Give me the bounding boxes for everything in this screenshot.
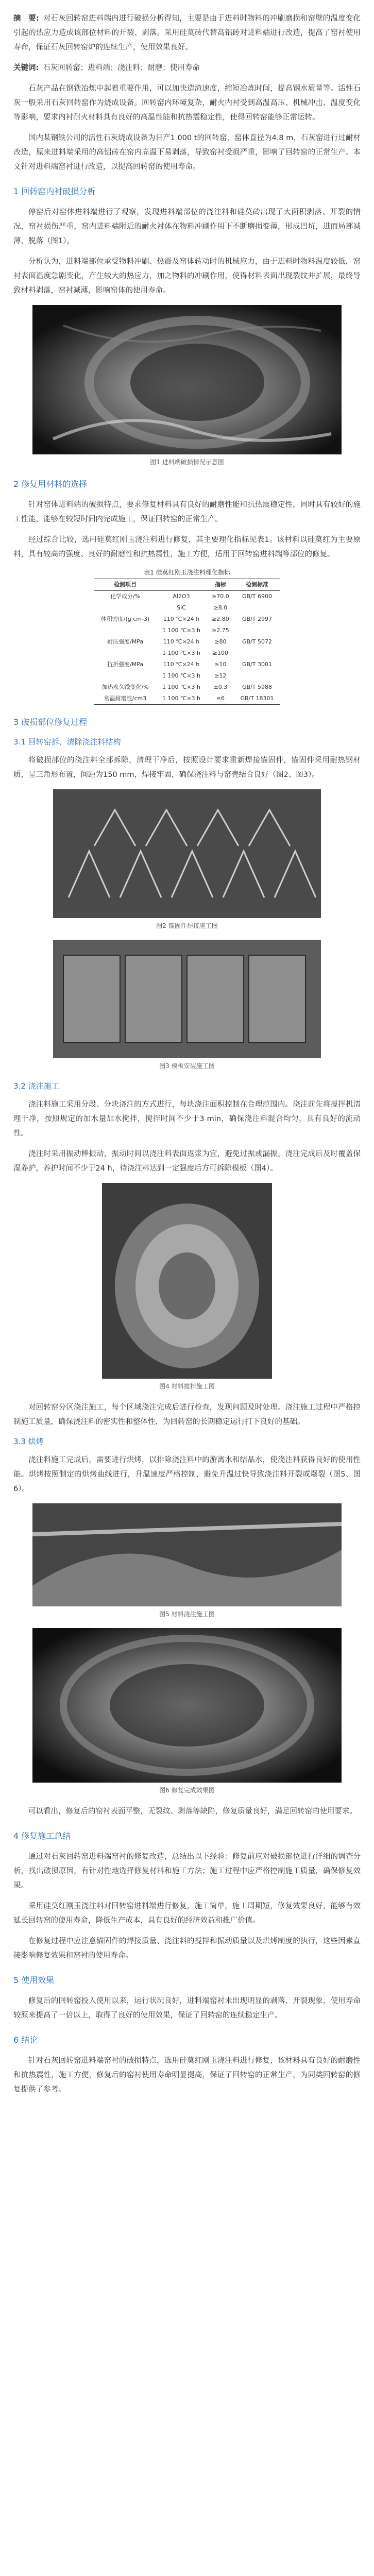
- figure-4-image: [102, 1183, 272, 1379]
- table-cell: [234, 670, 280, 682]
- table-cell: 1 100 ℃×3 h: [162, 627, 201, 634]
- table-header-cell: 指标: [207, 579, 234, 591]
- table-row: [94, 670, 280, 682]
- table-cell: [94, 602, 156, 614]
- subsection-heading-3-3: 3.3 烘烤: [13, 1437, 44, 1446]
- table-cell: [234, 625, 280, 636]
- table-cell: 常温耐磨性/cm3: [94, 693, 156, 705]
- table-cell: 耐压强度/MPa: [107, 638, 144, 645]
- figure-6-caption: 图6 修复完成效果图: [159, 1787, 215, 1794]
- table-cell: GB/T 2997: [242, 616, 272, 622]
- s6-paragraph-1: 针对石灰回转窑进料端窑衬的破损特点，选用硅莫红刚玉浇注料进行修复，该材料具有良好的耐磨性和抗热震性，施工方便，修复后的窑衬使用寿命明显提高，保证了回转窑的正常生产，为同类回转窑的修复提供了参考。: [13, 2057, 361, 2094]
- table-header-cell: [156, 579, 207, 591]
- table-cell: [94, 670, 156, 682]
- table-cell: SiC: [177, 604, 186, 611]
- table-cell: ≤6: [207, 693, 234, 705]
- s2-paragraph-1: 针对窑体进料端的破损特点，要求修复材料具有良好的耐磨性能和抗热震稳定性，同时具有较好的施工性能，能够在较短时间内完成施工，保证回转窑的正常生产。: [13, 501, 361, 523]
- table-header-cell: 检测标准: [234, 579, 280, 591]
- table-row: [94, 602, 280, 614]
- table-cell: ≥12: [214, 672, 227, 679]
- table-cell: ≥8.0: [213, 604, 228, 611]
- table-cell: 抗折强度/MPa: [107, 661, 144, 668]
- keywords-label: 关键词:: [13, 64, 39, 72]
- repair-result-illustration: [32, 1628, 342, 1783]
- table-cell: 110 ℃×24 h: [163, 616, 200, 622]
- table-row: [94, 625, 280, 636]
- table-cell: [234, 602, 280, 614]
- figure-6-image: [32, 1628, 342, 1783]
- figure-1-image: [32, 305, 342, 454]
- mixing-illustration: [102, 1183, 272, 1379]
- s33-paragraph-2: 可以看出，修复后的窑衬表面平整，无裂纹、剥落等缺陷，修复质量良好，满足回转窑的使用要求。: [28, 1807, 357, 1816]
- table-cell: ≥2.75: [212, 627, 229, 634]
- figure-5-image: [32, 1503, 342, 1606]
- table-cell: ≥70.0: [212, 593, 229, 600]
- s32-paragraph-2: 浇注时采用振动棒振动，振动时间以浇注料表面返浆为宜，避免过振或漏振。浇注完成后及时覆盖保湿养护，养护时间不少于24 h，待浇注料达到一定强度后方可拆除模板（图4）。: [13, 1150, 361, 1173]
- figure-5-caption: 图5 材料浇注施工图: [159, 1611, 215, 1618]
- figure-3-caption: 图3 模板安装施工图: [159, 1062, 215, 1070]
- table-cell: ≥80: [214, 638, 227, 645]
- s5-paragraph-1: 修复后的回转窑投入使用以来，运行状况良好，进料端窑衬未出现明显的剥落、开裂现象，使用寿命较原来提高了一倍以上，取得了良好的使用效果，保证了回转窑的连续稳定生产。: [13, 1997, 361, 2020]
- table-cell: 体积密度/(g·cm-3): [100, 616, 150, 622]
- table-row: [94, 636, 280, 648]
- table-cell: 1 100 ℃×3 h: [162, 650, 201, 656]
- section-heading-3: 3 破损部位修复过程: [13, 717, 88, 727]
- table-cell: GB/T 3001: [242, 661, 272, 668]
- section-heading-5: 5 使用效果: [13, 1975, 55, 1985]
- table-cell: ≥2.80: [212, 616, 229, 622]
- abstract-text: 对石灰回转窑进料端内进行破损分析得知，主要是由于进料时物料的冲刷磨损和窑壁的温度变化引起的热应力造成该部位材料的开裂、剥落。采用硅莫砖代替高铝砖对进料端进行改造，提高了窑衬使用寿命，保证石灰回转窑炉的连续生产，使用效果良好。: [13, 14, 361, 52]
- abstract: [13, 11, 361, 55]
- formwork-illustration: [53, 940, 321, 1058]
- table-cell: ≥100: [212, 650, 229, 656]
- figure-1-caption: 图1 进料端破损情况示意图: [150, 459, 224, 466]
- keywords: [13, 61, 361, 75]
- table-cell: 1 100 ℃×3 h: [156, 693, 207, 705]
- s4-paragraph-2: 采用硅莫红刚玉浇注料对回转窑进料端进行修复，施工简单，施工周期短，修复效果良好，能够有效延长回转窑的使用寿命，降低生产成本，具有良好的经济效益和推广价值。: [13, 1902, 361, 1925]
- table-cell: 加热永久线变化/%: [101, 684, 149, 690]
- table-cell: 110 ℃×24 h: [163, 638, 200, 645]
- table-row: [94, 591, 280, 603]
- section-heading-2: 2 修复用材料的选择: [13, 479, 88, 489]
- table-cell: 1 100 ℃×3 h: [162, 672, 201, 679]
- keywords-text: 石灰回转窑；进料端；浇注料；耐磨；使用寿命: [43, 64, 200, 72]
- table-row: [94, 659, 280, 670]
- table-row: [94, 648, 280, 659]
- table-cell: Al2O3: [173, 593, 190, 600]
- table-cell: [234, 648, 280, 659]
- table-1: [94, 579, 280, 705]
- subsection-heading-3-1: 3.1 回转窑拆、清除浇注料结构: [13, 737, 121, 747]
- figure-2-caption: 图2 锚固件焊接施工图: [156, 922, 218, 929]
- s4-paragraph-3: 在修复过程中应注意锚固件的焊接质量、浇注料的搅拌和振动质量以及烘烤制度的执行，这些因素直接影响修复效果和窑衬的使用寿命。: [13, 1937, 361, 1960]
- figure-2-image: [53, 789, 321, 918]
- s2-paragraph-2: 经过综合比较，选用硅莫红刚玉浇注料进行修复，其主要理化指标见表1。该材料以硅莫红为主要原料，具有较高的强度、良好的耐磨性和抗热震性，施工方便，适用于回转窑进料端等部位的修复。: [13, 536, 361, 558]
- s33-paragraph-1: 浇注料施工完成后，需要进行烘烤，以排除浇注料中的游离水和结晶水，使浇注料获得良好的使用性能。烘烤按照制定的烘烤曲线进行，升温速度严格控制，避免升温过快导致浇注料开裂或爆裂（图5、图6）。: [13, 1456, 361, 1493]
- table-cell: [94, 648, 156, 659]
- table-cell: GB/T 5988: [242, 684, 272, 690]
- s1-paragraph-2: 分析认为，进料端部位承受物料冲刷、热震及窑体转动时的机械应力，由于进料时物料温度较低，窑衬表面温度急剧变化，产生较大的热应力，加之物料的冲刷作用，使得材料表面出现裂纹并扩展，最终导致材料剥落，窑衬减薄，影响窑体的使用寿命。: [13, 258, 361, 295]
- table-header-cell: 检测项目: [94, 579, 156, 591]
- anchor-welding-illustration: [53, 789, 321, 918]
- subsection-heading-3-2: 3.2 浇注施工: [13, 1081, 59, 1091]
- intro-paragraph-2: 国内某钢铁公司的活性石灰烧成设备为日产1 000 t的回转窑，窑体直径为4.8 m，石灰窑进行过耐材改造，原来进料端采用的高铝砖在窑内高温下易剥落，导致窑衬受损严重，影响了回转窑的正常生产。本文针对进料端窑衬进行改造，以提高回转窑的使用寿命。: [13, 134, 361, 171]
- table-row: [94, 693, 280, 705]
- table-header-row: [94, 579, 280, 591]
- table-1-title: 表1 硅莫红刚玉浇注料理化指标: [144, 569, 230, 576]
- table-cell: [94, 625, 156, 636]
- casting-illustration: [32, 1503, 342, 1606]
- section-heading-4: 4 修复施工总结: [13, 1831, 71, 1841]
- table-row: [94, 682, 280, 693]
- table-cell: GB/T 18301: [234, 693, 280, 705]
- s4-paragraph-1: 通过对石灰回转窑进料端窑衬的修复改造，总结出以下经验：修复前应对破损部位进行详细的调查分析，找出破损原因，有针对性地选择修复材料和施工方法；施工过程中应严格控制施工质量，确保修复效果。: [13, 1853, 361, 1890]
- table-cell: 110 ℃×24 h: [163, 661, 200, 668]
- table-cell: ±0.3: [213, 684, 228, 690]
- section-heading-6: 6 结论: [13, 2035, 38, 2045]
- table-1-body: [94, 591, 280, 705]
- table-cell: GB/T 5072: [242, 638, 272, 645]
- kiln-interior-illustration: [32, 305, 342, 454]
- s32-paragraph-1: 浇注料施工采用分段、分块浇注的方式进行，每块浇注面积控制在合理范围内。浇注前先将搅拌机清理干净，按照规定的加水量加水搅拌，搅拌时间不少于3 min，确保浇注料混合均匀，具有良好的流动性。: [13, 1100, 361, 1138]
- figure-4-caption: 图4 材料搅拌施工图: [159, 1383, 215, 1390]
- s1-paragraph-1: 停窑后对窑体进料端进行了观察，发现进料端部位的浇注料和硅莫砖出现了大面积剥落、开裂的情况，窑衬损伤严重，窑内进料端附近的耐火衬体在物料冲刷作用下不断磨损变薄，形成凹坑，进而局部减薄、脱落（图1）。: [13, 208, 361, 245]
- abstract-label: 摘 要:: [13, 14, 39, 23]
- intro-paragraph-1: 石灰产品在钢铁冶炼中起着重要作用，可以加快造渣速度，缩短冶炼时间，提高钢水质量等。活性石灰一般采用石灰回转窑作为烧成设备。回转窑内环境复杂，耐火内衬受到高温高压、机械冲击、温度变化等影响，要求内衬耐火材料具有良好的高温性能和抗热震稳定性，使得回转窑能够正常运转。: [13, 84, 361, 122]
- section-heading-1: 1 回转窑内衬破损分析: [13, 187, 96, 196]
- table-cell: ≥10: [214, 661, 227, 668]
- table-cell: GB/T 6900: [242, 593, 272, 600]
- table-row: [94, 614, 280, 625]
- s32-paragraph-3: 对回转窑分区浇注施工，每个区域浇注完成后进行检查，发现问题及时处理。浇注施工过程中严格控制施工质量，确保浇注料的密实性和整体性，为回转窑的长期稳定运行打下良好的基础。: [13, 1403, 361, 1426]
- s3-paragraph-1: 将破损部位的浇注料全部拆除，清理干净后，按照设计要求重新焊接锚固件，锚固件采用耐热钢材质，呈三角形布置，间距为150 mm，焊接牢固，确保浇注料与窑壳结合良好（图2、图3）。: [13, 756, 361, 779]
- table-cell: 1 100 ℃×3 h: [162, 684, 201, 690]
- figure-3-image: [53, 940, 321, 1058]
- table-cell: 化学成分/%: [110, 593, 141, 600]
